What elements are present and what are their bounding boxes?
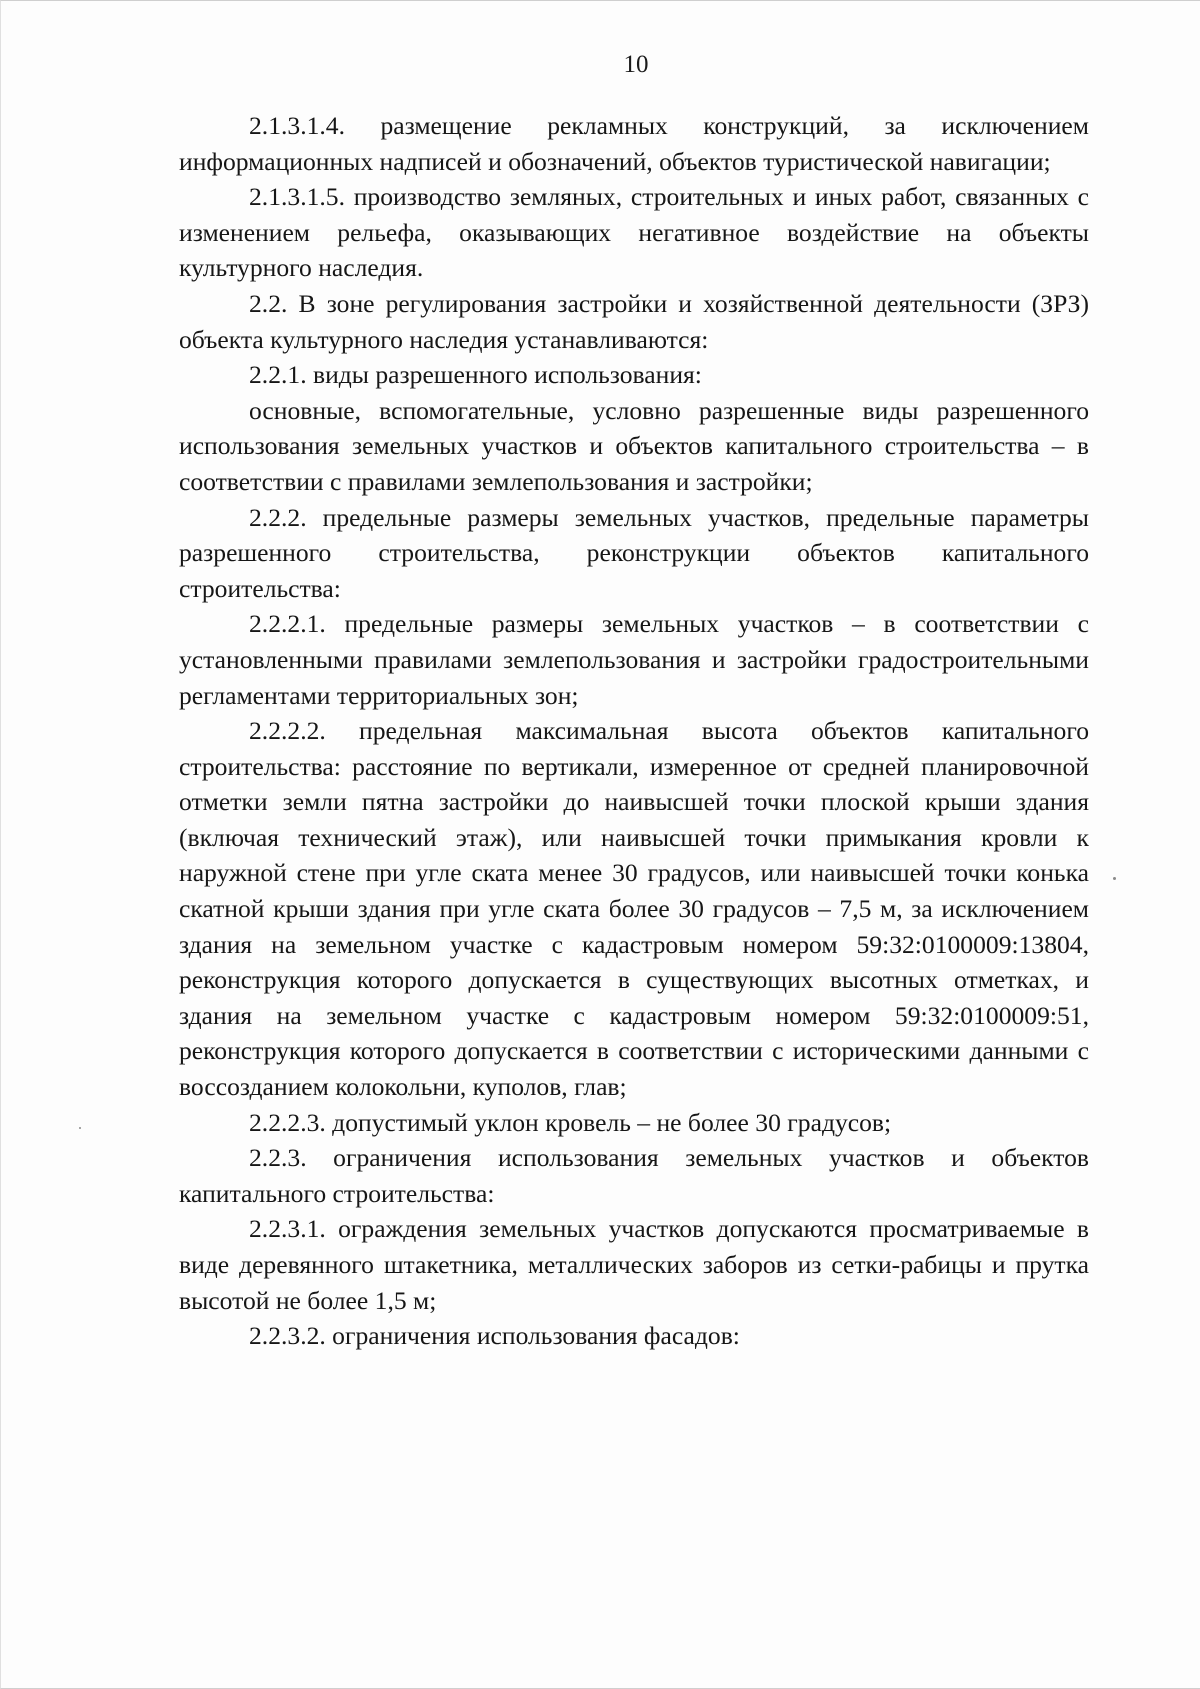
paragraph-2-1-3-1-5: 2.1.3.1.5. производство земляных, строительных и иных работ, связанных с изменением рельефа, оказывающих негативное воздействие на объекты культурного наследия.: [179, 182, 1089, 283]
paragraph-2-2-2-2: 2.2.2.2. предельная максимальная высота объектов капитального строительства: расстояние по вертикали, измеренное от средней планировочной отметки земли пятна застройки до наивысшей точки плоской крыши здания (включая технический этаж), или наивысшей точки примыкания кровли к наружной стене при угле ската менее 30 градусов, или наивысшей точки конька скатной крыши здания при угле ската более 30 градусов – 7,5 м, за исключением здания на земельном участке с кадастровым номером 59:32:0100009:13804, реконструкция которого допускается в существующих высотных отметках, и здания на земельном участке с кадастровым номером 59:32:0100009:51, реконструкция которого допускается в соответствии с историческими данными с воссозданием колокольни, куполов, глав;: [179, 716, 1089, 1102]
paragraph-2-2-3: 2.2.3. ограничения использования земельных участков и объектов капитального строительства:: [179, 1143, 1089, 1208]
scan-speck: [79, 1127, 81, 1129]
paragraph-2-1-3-1-4: 2.1.3.1.4. размещение рекламных конструкций, за исключением информационных надписей и обозначений, объектов туристической навигации;: [179, 111, 1089, 176]
paragraph-2-2-1: 2.2.1. виды разрешенного использования:: [249, 360, 702, 390]
document-body: [179, 108, 1089, 1354]
paragraph-2-2-2: 2.2.2. предельные размеры земельных участков, предельные параметры разрешенного строительства, реконструкции объектов капитального строительства:: [179, 502, 1089, 603]
paragraph-2-2: 2.2. В зоне регулирования застройки и хозяйственной деятельности (ЗРЗ) объекта культурного наследия устанавливаются:: [179, 288, 1089, 354]
paragraph-2-2-2-1: 2.2.2.1. предельные размеры земельных участков – в соответствии с установленными правилами землепользования и застройки градостроительными регламентами территориальных зон;: [179, 609, 1089, 710]
scan-speck: [1113, 877, 1116, 880]
paragraph-2-2-3-1: 2.2.3.1. ограждения земельных участков допускаются просматриваемые в виде деревянного штакетника, металлических заборов из сетки-рабицы и прутка высотой не более 1,5 м;: [179, 1214, 1089, 1315]
page-number: 10: [623, 51, 649, 78]
paragraph-2-2-3-2: 2.2.3.2. ограничения использования фасадов:: [249, 1321, 740, 1351]
paragraph-main-use-types: основные, вспомогательные, условно разрешенные виды разрешенного использования земельных участков и объектов капитального строительства – в соответствии с правилами землепользования и застройки;: [179, 395, 1089, 496]
paragraph-2-2-2-3: 2.2.2.3. допустимый уклон кровель – не более 30 градусов;: [249, 1107, 892, 1137]
